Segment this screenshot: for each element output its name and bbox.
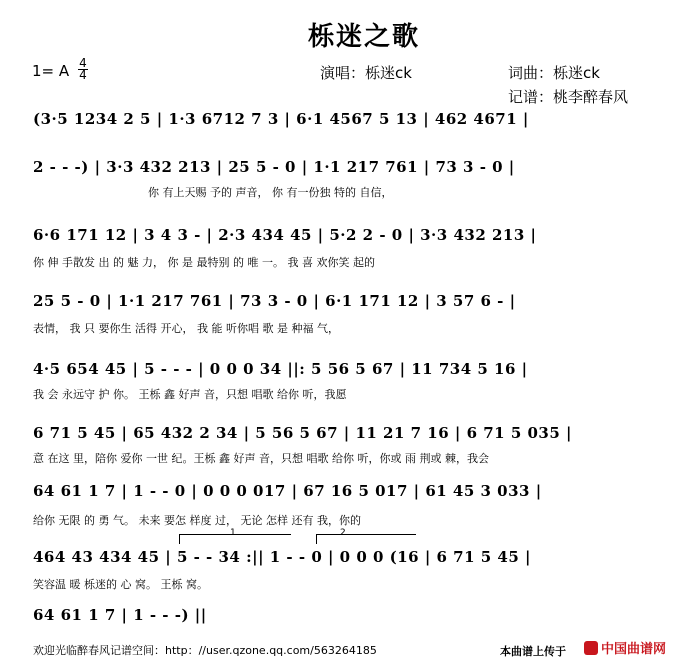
system-8-notes: 464 43 434 45 | 5 - - 34 :|| 1 - - 0 | 0 0 0 (16 | 6 71 5 45 | [33, 548, 531, 566]
system-1-notes: (3·5 1234 2 5 | 1·3 6712 7 3 | 6·1 4567 5 13 | 462 4671 | [33, 110, 529, 128]
system-5-notes: 4·5 654 45 | 5 - - - | 0 0 0 34 ||: 5 56 5 67 | 11 734 5 16 | [33, 360, 528, 378]
transcriber: 记谱：桃李醉春风 [508, 88, 629, 106]
key-signature [32, 62, 69, 80]
system-3-notes: 6·6 171 12 | 3 4 3 - | 2·3 434 45 | 5·2 2 - 0 | 3·3 432 213 | [33, 226, 537, 244]
time-sig-top: 4 [79, 56, 87, 70]
system-7-lyrics: 给你 无限 的 勇 气。 未来 要怎 样度 过， 无论 怎样 还有 我，你的 [33, 514, 361, 527]
system-9-notes: 64 61 1 7 | 1 - - -) || [33, 606, 207, 624]
singer: 演唱：栎迷ck [320, 64, 412, 82]
system-3-lyrics: 你 伸 手散发 出 的 魅 力， 你 是 最特别 的 唯 一。 我 喜 欢你笑 起的 [33, 256, 375, 269]
system-2-notes: 2 - - -) | 3·3 432 213 | 25 5 - 0 | 1·1 217 761 | 73 3 - 0 | [33, 158, 515, 176]
system-7-notes: 64 61 1 7 | 1 - - 0 | 0 0 0 017 | 67 16 5 017 | 61 45 3 033 | [33, 482, 542, 500]
page-title: 栎迷之歌 [308, 22, 421, 52]
time-signature [78, 58, 88, 81]
logo-text: 中国曲谱网 [601, 642, 667, 657]
system-6-notes: 6 71 5 45 | 65 432 2 34 | 5 56 5 67 | 11 21 7 16 | 6 71 5 035 | [33, 424, 572, 442]
key-label: 1= A [32, 62, 70, 80]
ending-first-label: 1 [230, 528, 236, 538]
upload-notice: 本曲谱上传于 [500, 645, 566, 658]
system-4-notes: 25 5 - 0 | 1·1 217 761 | 73 3 - 0 | 6·1 171 12 | 3 57 6 - | [33, 292, 516, 310]
ending-second-label: 2 [340, 528, 346, 538]
time-sig-bottom: 4 [79, 68, 87, 82]
system-8-lyrics: 笑容温 暖 栎迷的 心 窝。 王栎 窝。 [33, 578, 208, 591]
system-6-lyrics: 意 在这 里，陪你 爱你 一世 纪。王栎 鑫 好声 音，只想 唱歌 给你 听，你或 雨 荆或 棘，我会 [33, 452, 489, 465]
system-5-lyrics: 我 会 永远守 护 你。 王栎 鑫 好声 音，只想 唱歌 给你 听，我愿 [33, 388, 347, 401]
footer-credit: 欢迎光临醉春风记谱空间：http：//user.qzone.qq.com/563264185 [33, 644, 377, 657]
logo-icon [584, 641, 598, 655]
system-2-lyrics: 你 有上天赐 予的 声音， 你 有一份独 特的 自信， [148, 186, 393, 199]
system-4-lyrics: 表情， 我 只 要你生 活得 开心， 我 能 听你唱 歌 是 种福 气， [33, 322, 339, 335]
composer: 词曲：栎迷ck [508, 64, 600, 82]
site-logo [584, 638, 666, 657]
